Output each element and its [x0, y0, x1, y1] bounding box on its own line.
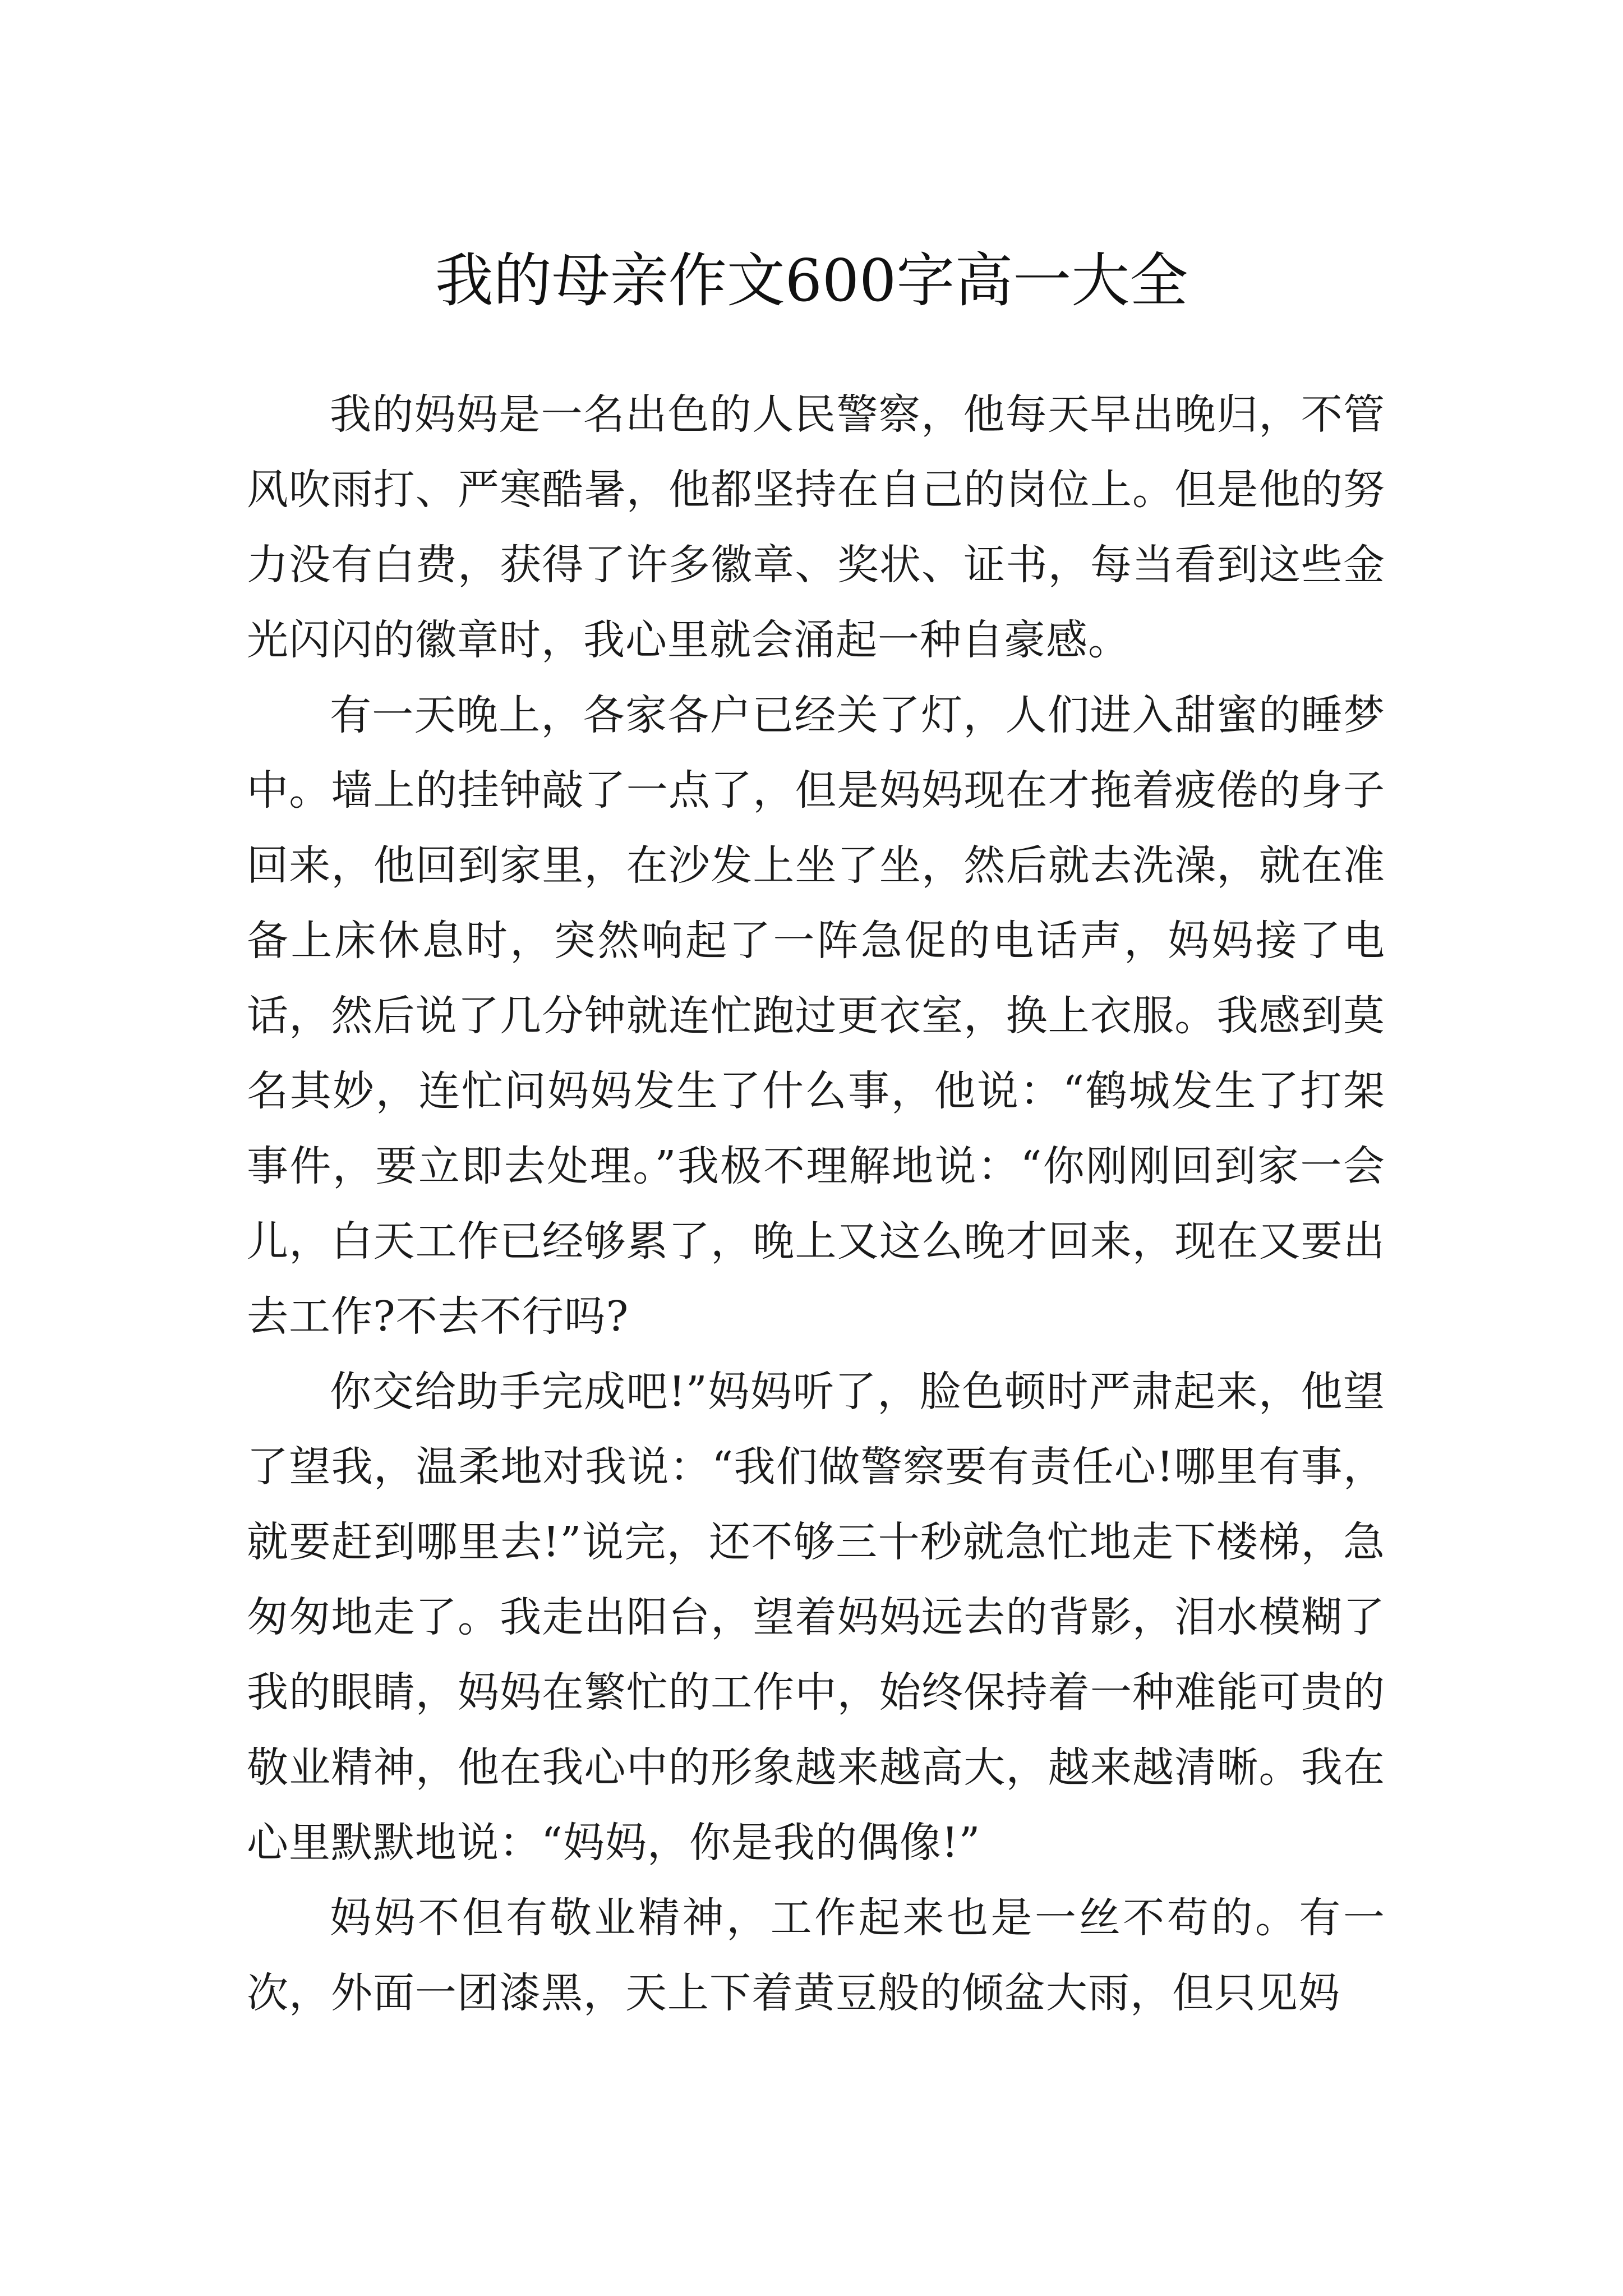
- paragraph-3: 你交给助手完成吧!”妈妈听了，脸色顿时严肃起来，他望了望我，温柔地对我说：“我们做警察要有责任心!哪里有事，就要赶到哪里去!”说完，还不够三十秒就急忙地走下楼梯，急匆匆地走了。我走出阳台，望着妈妈远去的背影，泪水模糊了我的眼睛，妈妈在繁忙的工作中，始终保持着一种难能可贵的敬业精神，他在我心中的形象越来越高大，越来越清晰。我在心里默默地说：“妈妈，你是我的偶像!”: [247, 1368, 1385, 1867]
- document-body: [247, 377, 1385, 2031]
- paragraph-1: 我的妈妈是一名出色的人民警察，他每天早出晚归，不管风吹雨打、严寒酷暑，他都坚持在自己的岗位上。但是他的努力没有白费，获得了许多徽章、奖状、证书，每当看到这些金光闪闪的徽章时，我心里就会涌起一种自豪感。: [247, 390, 1385, 664]
- paragraph-4: 妈妈不但有敬业精神，工作起来也是一丝不苟的。有一次，外面一团漆黑，天上下着黄豆般的倾盆大雨，但只见妈: [247, 1894, 1385, 2017]
- paragraph-2: 有一天晚上，各家各户已经关了灯，人们进入甜蜜的睡梦中。墙上的挂钟敲了一点了，但是妈妈现在才拖着疲倦的身子回来，他回到家里，在沙发上坐了坐，然后就去洗澡，就在准备上床休息时，突然响起了一阵急促的电话声，妈妈接了电话，然后说了几分钟就连忙跑过更衣室，换上衣服。我感到莫名其妙，连忙问妈妈发生了什么事，他说：“鹤城发生了打架事件，要立即去处理。”我极不理解地说：“你刚刚回到家一会儿，白天工作已经够累了，晚上又这么晚才回来，现在又要出去工作?不去不行吗?: [247, 691, 1385, 1341]
- document-title: 我的母亲作文600字高一大全: [435, 246, 1188, 315]
